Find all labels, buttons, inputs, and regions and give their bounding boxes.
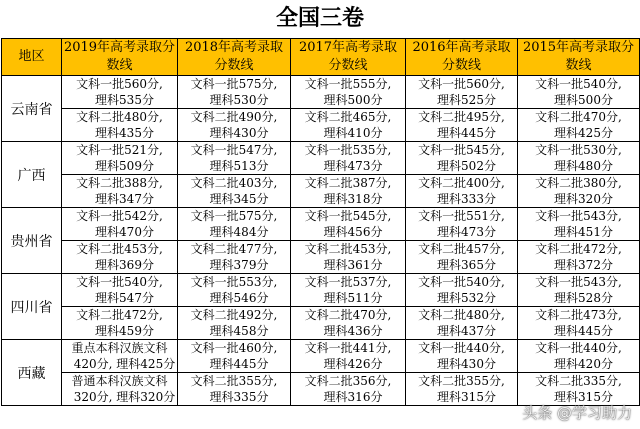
score-line-science: 理科451分 bbox=[554, 225, 613, 239]
score-cell bbox=[406, 208, 518, 241]
score-line-arts: 文科一批575分, bbox=[190, 77, 278, 91]
score-line-science: 理科410分 bbox=[323, 126, 383, 140]
score-cell bbox=[518, 208, 640, 241]
score-line-science: 理科437分 bbox=[437, 324, 496, 338]
table-row bbox=[2, 307, 640, 340]
score-cell bbox=[178, 208, 291, 241]
score-cell bbox=[291, 373, 406, 406]
score-cell bbox=[178, 142, 291, 175]
score-line-arts: 重点本科汉族文科 bbox=[71, 341, 168, 355]
score-cell bbox=[518, 109, 640, 142]
score-cell bbox=[518, 175, 640, 208]
score-line-arts: 文科一批540分, bbox=[418, 275, 505, 289]
header-2017: 2017年高考录取 分数线 bbox=[291, 39, 406, 76]
score-cell bbox=[406, 274, 518, 307]
score-line-science: 理科458分 bbox=[209, 324, 269, 338]
score-line-science: 理科315分 bbox=[554, 390, 613, 404]
score-cell bbox=[62, 340, 178, 373]
score-line-science: 理科361分 bbox=[323, 258, 383, 272]
score-line-science: 理科456分 bbox=[323, 225, 383, 239]
score-table bbox=[1, 38, 640, 406]
score-line-arts: 普通本科汉族文科 bbox=[71, 374, 168, 388]
score-line-arts: 文科一批535分, bbox=[304, 143, 392, 157]
table-row bbox=[2, 241, 640, 274]
score-cell bbox=[62, 175, 178, 208]
score-line-arts: 文科一批547分, bbox=[190, 143, 278, 157]
header-2019: 2019年高考录取分 数线 bbox=[62, 39, 178, 76]
score-line-science: 理科530分 bbox=[209, 93, 269, 107]
score-line-science: 理科470分 bbox=[95, 225, 154, 239]
score-line-arts: 文科一批542分, bbox=[76, 209, 163, 223]
score-cell bbox=[291, 208, 406, 241]
score-line-arts: 文科一批440分, bbox=[418, 341, 505, 355]
header-2015: 2015年高考录取分 数线 bbox=[518, 39, 640, 76]
score-line-science: 理科347分 bbox=[95, 192, 154, 206]
score-cell bbox=[178, 175, 291, 208]
score-line-science: 理科316分 bbox=[323, 390, 383, 404]
score-line-arts: 文科二批470分, bbox=[304, 308, 392, 322]
score-cell bbox=[406, 76, 518, 109]
score-line-science: 理科445分 bbox=[437, 126, 496, 140]
score-cell bbox=[291, 76, 406, 109]
score-cell bbox=[406, 241, 518, 274]
score-cell bbox=[406, 142, 518, 175]
header-row bbox=[2, 39, 640, 76]
score-cell bbox=[178, 76, 291, 109]
score-line-arts: 文科一批460分, bbox=[190, 341, 278, 355]
score-line-arts: 文科二批472分, bbox=[535, 242, 622, 256]
score-line-science: 理科547分 bbox=[95, 291, 154, 305]
score-line-arts: 文科一批575分, bbox=[190, 209, 278, 223]
table-row bbox=[2, 76, 640, 109]
score-cell bbox=[178, 340, 291, 373]
score-line-arts: 文科二批355分, bbox=[418, 374, 505, 388]
score-cell bbox=[518, 307, 640, 340]
score-cell bbox=[291, 109, 406, 142]
score-line-arts: 文科一批543分, bbox=[535, 209, 622, 223]
score-line-science: 理科425分 bbox=[554, 126, 613, 140]
score-line-science: 理科532分 bbox=[437, 291, 496, 305]
score-cell bbox=[291, 175, 406, 208]
region-cell: 云南省 bbox=[2, 76, 62, 142]
table-row bbox=[2, 175, 640, 208]
score-line-arts: 文科二批465分, bbox=[304, 110, 392, 124]
score-cell bbox=[178, 109, 291, 142]
score-line-arts: 文科二批490分, bbox=[190, 110, 278, 124]
score-line-science: 420分, 理科425分 bbox=[73, 357, 176, 371]
score-line-arts: 文科二批480分, bbox=[76, 110, 163, 124]
score-line-science: 理科335分 bbox=[209, 390, 269, 404]
score-line-arts: 文科二批400分, bbox=[418, 176, 505, 190]
score-line-arts: 文科一批540分, bbox=[535, 77, 622, 91]
score-line-science: 理科511分 bbox=[323, 291, 383, 305]
score-cell bbox=[178, 241, 291, 274]
page-title: 全国三卷 bbox=[275, 6, 364, 31]
table-row bbox=[2, 208, 640, 241]
score-line-science: 理科445分 bbox=[554, 324, 613, 338]
score-cell bbox=[62, 274, 178, 307]
score-cell bbox=[406, 373, 518, 406]
region-cell: 四川省 bbox=[2, 274, 62, 340]
table-row bbox=[2, 373, 640, 406]
region-cell: 广西 bbox=[2, 142, 62, 208]
score-line-science: 理科369分 bbox=[95, 258, 154, 272]
score-line-science: 理科480分 bbox=[554, 159, 613, 173]
score-line-arts: 文科一批560分, bbox=[76, 77, 163, 91]
region-cell: 西藏 bbox=[2, 340, 62, 406]
score-line-arts: 文科一批553分, bbox=[190, 275, 278, 289]
table-row bbox=[2, 340, 640, 373]
score-line-arts: 文科一批537分, bbox=[304, 275, 392, 289]
score-cell bbox=[518, 340, 640, 373]
score-cell bbox=[291, 274, 406, 307]
score-line-science: 理科379分 bbox=[209, 258, 269, 272]
score-cell bbox=[62, 142, 178, 175]
score-line-arts: 文科二批492分, bbox=[190, 308, 278, 322]
score-cell bbox=[406, 175, 518, 208]
score-cell bbox=[178, 274, 291, 307]
score-line-arts: 文科二批380分, bbox=[535, 176, 622, 190]
score-line-arts: 文科二批453分, bbox=[76, 242, 163, 256]
score-cell bbox=[291, 142, 406, 175]
score-line-science: 理科426分 bbox=[323, 357, 383, 371]
score-line-arts: 文科二批473分, bbox=[535, 308, 622, 322]
score-line-science: 理科435分 bbox=[95, 126, 154, 140]
score-cell bbox=[406, 340, 518, 373]
score-line-arts: 文科一批441分, bbox=[304, 341, 392, 355]
score-cell bbox=[178, 307, 291, 340]
score-line-arts: 文科一批540分, bbox=[76, 275, 163, 289]
score-line-arts: 文科二批388分, bbox=[76, 176, 163, 190]
score-line-science: 理科372分 bbox=[554, 258, 613, 272]
score-line-science: 理科333分 bbox=[437, 192, 496, 206]
score-line-arts: 文科一批551分, bbox=[418, 209, 505, 223]
score-line-arts: 文科二批355分, bbox=[190, 374, 278, 388]
score-line-science: 理科430分 bbox=[209, 126, 269, 140]
score-line-arts: 文科二批477分, bbox=[190, 242, 278, 256]
score-line-science: 理科473分 bbox=[323, 159, 383, 173]
score-cell bbox=[62, 76, 178, 109]
score-line-arts: 文科一批545分, bbox=[304, 209, 392, 223]
score-line-science: 理科345分 bbox=[209, 192, 269, 206]
score-cell bbox=[518, 241, 640, 274]
score-line-science: 理科546分 bbox=[209, 291, 269, 305]
score-line-science: 理科445分 bbox=[209, 357, 269, 371]
score-line-science: 理科436分 bbox=[323, 324, 383, 338]
score-line-science: 理科509分 bbox=[95, 159, 154, 173]
score-cell bbox=[62, 373, 178, 406]
score-line-arts: 文科二批335分, bbox=[535, 374, 622, 388]
score-line-science: 理科318分 bbox=[323, 192, 383, 206]
score-line-science: 理科500分 bbox=[554, 93, 613, 107]
score-line-arts: 文科一批555分, bbox=[304, 77, 392, 91]
watermark-logo: 头条 @学习助力 bbox=[522, 404, 632, 422]
table-row bbox=[2, 274, 640, 307]
score-cell bbox=[62, 241, 178, 274]
score-line-science: 理科525分 bbox=[437, 93, 496, 107]
region-cell: 贵州省 bbox=[2, 208, 62, 274]
score-line-arts: 文科一批545分, bbox=[418, 143, 505, 157]
score-cell bbox=[518, 142, 640, 175]
score-cell bbox=[406, 307, 518, 340]
score-cell bbox=[518, 373, 640, 406]
score-line-arts: 文科一批560分, bbox=[418, 77, 505, 91]
score-line-science: 理科315分 bbox=[437, 390, 496, 404]
score-cell bbox=[62, 208, 178, 241]
score-line-arts: 文科二批480分, bbox=[418, 308, 505, 322]
score-cell bbox=[62, 109, 178, 142]
table-row bbox=[2, 142, 640, 175]
score-line-science: 理科459分 bbox=[95, 324, 154, 338]
score-line-science: 理科473分 bbox=[437, 225, 496, 239]
score-line-science: 理科430分 bbox=[437, 357, 496, 371]
score-line-arts: 文科二批470分, bbox=[535, 110, 622, 124]
score-cell bbox=[291, 340, 406, 373]
score-line-arts: 文科二批403分, bbox=[190, 176, 278, 190]
header-region: 地区 bbox=[2, 39, 62, 76]
score-line-science: 理科535分 bbox=[95, 93, 154, 107]
score-line-science: 理科513分 bbox=[209, 159, 269, 173]
score-line-science: 理科502分 bbox=[437, 159, 496, 173]
score-line-science: 理科528分 bbox=[554, 291, 613, 305]
score-line-science: 理科320分 bbox=[554, 192, 613, 206]
score-line-arts: 文科一批440分, bbox=[535, 341, 622, 355]
score-line-science: 320分, 理科320分 bbox=[73, 390, 176, 404]
score-line-science: 理科500分 bbox=[323, 93, 383, 107]
score-cell bbox=[406, 109, 518, 142]
score-line-science: 理科365分 bbox=[437, 258, 496, 272]
score-cell bbox=[178, 373, 291, 406]
header-2016: 2016年高考录取 分数线 bbox=[406, 39, 518, 76]
score-line-science: 理科484分 bbox=[209, 225, 269, 239]
score-line-arts: 文科一批521分, bbox=[76, 143, 163, 157]
score-line-arts: 文科一批530分, bbox=[535, 143, 622, 157]
score-cell bbox=[518, 76, 640, 109]
score-line-arts: 文科二批356分, bbox=[304, 374, 392, 388]
score-line-arts: 文科二批457分, bbox=[418, 242, 505, 256]
score-line-arts: 文科二批453分, bbox=[304, 242, 392, 256]
score-cell bbox=[291, 307, 406, 340]
score-line-arts: 文科一批543分, bbox=[535, 275, 622, 289]
score-cell bbox=[518, 274, 640, 307]
table-row bbox=[2, 109, 640, 142]
score-line-arts: 文科二批495分, bbox=[418, 110, 505, 124]
header-2018: 2018年高考录取 分数线 bbox=[178, 39, 291, 76]
score-line-arts: 文科二批472分, bbox=[76, 308, 163, 322]
score-cell bbox=[291, 241, 406, 274]
score-cell bbox=[62, 307, 178, 340]
score-line-arts: 文科二批387分, bbox=[304, 176, 392, 190]
score-line-science: 理科420分 bbox=[554, 357, 613, 371]
